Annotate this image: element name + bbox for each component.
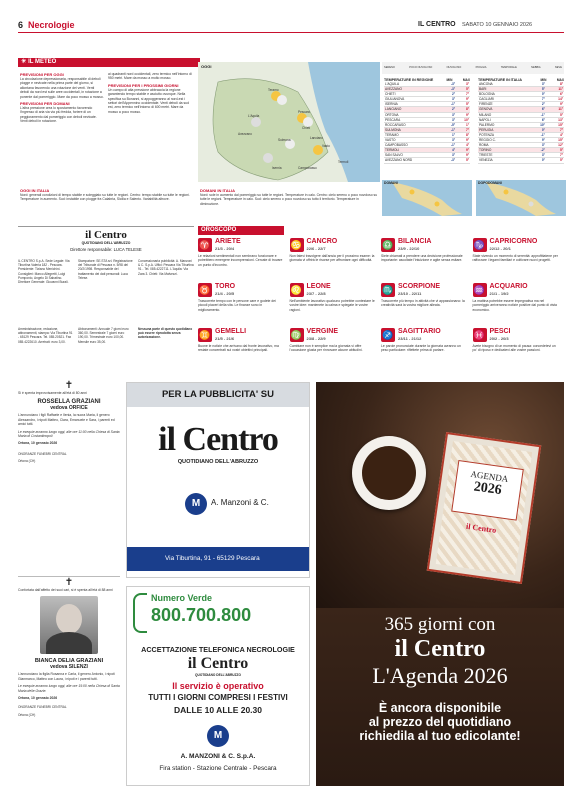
zodiac-icon: ♓ <box>473 330 486 340</box>
sign-text: Le relazioni sentimentali non sembrano funzionare e potrebbero emergere incomprensioni. Cercate di trovare un punto d'incontro. <box>198 254 283 267</box>
obituary-agency: ONORANZE FUNEBRI CENTRAL <box>18 705 67 710</box>
temp-min: 2° <box>444 92 456 97</box>
sign-dates: 20/2 - 20/3 <box>489 336 509 341</box>
horoscope-sign <box>198 328 286 371</box>
sign-dates: 21/5 - 21/6 <box>215 336 235 341</box>
sign-text: Siete chiamati a prendere una decisione professionale importante: ascoltate l'intuizione e agite senza esitare. <box>381 254 463 263</box>
temp-min: 4° <box>444 148 456 153</box>
temp-city: BOLOGNA <box>478 92 528 97</box>
legend-rain: PIOGGIA <box>475 65 487 69</box>
legend-partly-cloudy: POCO NUVOLOSO <box>409 65 433 69</box>
temp-max: 13° <box>546 117 564 122</box>
temp-city: SULMONA <box>384 127 444 132</box>
temp-max: 5° <box>456 87 470 92</box>
temp-min: -1° <box>528 132 546 137</box>
legend-cloudy: NUVOLOSO <box>446 65 462 69</box>
temp-min: -1° <box>444 127 456 132</box>
toll-free-hours: DALLE 10 ALLE 20.30 <box>173 705 263 715</box>
temp-city: PERUGIA <box>478 127 528 132</box>
zodiac-icon: ♐ <box>382 330 394 340</box>
temp-max: 7° <box>546 153 564 158</box>
temp-max: 5° <box>546 112 564 117</box>
temp-max: 5° <box>456 102 470 107</box>
legend-sunny: SERENO <box>384 65 395 69</box>
temp-max: 7° <box>456 92 470 97</box>
city-label: Avezzano <box>238 132 252 136</box>
temp-region-table <box>384 78 470 164</box>
sign-dates: 22/12 - 20/1 <box>489 246 511 251</box>
sign-dates: 23/11 - 21/12 <box>398 336 422 341</box>
coffee-cup-icon <box>352 436 426 510</box>
city-label: Lanciano <box>310 136 323 140</box>
temp-city: ROCCARASO <box>384 122 444 127</box>
weather-legend <box>382 62 564 74</box>
meteo-title-bar <box>18 58 200 67</box>
legend-storm: TEMPORALE <box>500 65 517 69</box>
zodiac-icon: ♋ <box>290 240 303 250</box>
italy-today-title: OGGI IN ITALIA <box>20 188 50 193</box>
meteo-title: IL METEO <box>28 59 57 65</box>
region-map-svg <box>198 62 380 182</box>
horoscope-sign <box>473 238 561 281</box>
masthead-col1: IL CENTRO S.p.A. Sede Legale: Via Tiburtina Valeria 182 - Pescara. Presidente: Tiziano Menichini. Consiglieri: Marco Allegretti, Luigi Pomponio, Angelo Di Sabatino. Direttore Generale: Giovanni Burali. <box>18 259 70 285</box>
temp-min: 2° <box>444 107 456 112</box>
temp-min: 6° <box>528 117 546 122</box>
temp-city: ISERNIA <box>384 102 444 107</box>
obituary-status: vedova SILENZI <box>50 664 88 671</box>
temp-max: 9° <box>456 153 470 158</box>
temp-city: ANCONA <box>478 82 528 87</box>
temp-city: BARI <box>478 87 528 92</box>
masthead-director: Direttore responsabile: LUCA TELESE <box>70 247 142 252</box>
cross-icon: ✝ <box>64 577 74 588</box>
legend-fog: NEBBIA <box>531 65 541 69</box>
temp-city: MILANO <box>478 112 528 117</box>
sign-dates: 21/1 - 19/2 <box>489 291 509 296</box>
toll-free-label: Numero Verde <box>151 593 213 603</box>
temp-min: 6° <box>528 107 546 112</box>
temp-city: FIRENZE <box>478 102 528 107</box>
horoscope-section <box>198 226 564 376</box>
temp-max: 1° <box>456 122 470 127</box>
sign-name: PESCI <box>489 328 511 335</box>
ad-subtitle: QUOTIDIANO DELL'ABRUZZO <box>177 459 259 465</box>
obituary-name: BIANCA DELIA GRAZIANI <box>34 658 104 665</box>
horoscope-sign <box>290 328 378 371</box>
sign-name: CANCRO <box>306 238 338 245</box>
ad-agenda <box>316 382 564 786</box>
temp-min: 10° <box>528 122 546 127</box>
temp-min: -2° <box>528 148 546 153</box>
col-min: MIN <box>446 78 453 82</box>
meteo-section <box>18 58 564 220</box>
temp-min: 3° <box>444 117 456 122</box>
sign-text: Trascorrete tempo con le persone care e godete dei piccoli piaceri della vita. Le finanze sono in miglioramento. <box>198 299 276 312</box>
sign-name: ARIETE <box>215 238 241 245</box>
page-number: 6 <box>18 20 24 30</box>
temp-max: 8° <box>456 107 470 112</box>
temp-city: L'AQUILA <box>384 82 444 87</box>
temp-min: 3° <box>444 138 456 143</box>
temp-max: 4° <box>456 143 470 148</box>
agenda-line5: richiedila al tuo edicolante! <box>359 729 521 743</box>
obituary-status: vedova ORFICE <box>50 405 88 412</box>
book-year: 2026 <box>472 479 503 499</box>
toll-free-service: Il servizio è operativo <box>172 681 264 691</box>
temp-max: 8° <box>546 82 564 87</box>
toll-free-company: A. MANZONI & C. S.p.A. <box>180 753 256 760</box>
obituary-notice <box>18 576 120 785</box>
masthead-col2b: Abbonamenti: Annuale 7 giorni euro 360,00. Semestrale 7 giorni euro 190,00. Trimestrale euro 100,00. Mensile euro 35,00. <box>78 327 129 344</box>
temp-max: 11° <box>546 87 564 92</box>
horoscope-sign <box>290 238 378 281</box>
page-header <box>18 20 564 33</box>
masthead-col2: Stampatore: SE.STA srl. Registrazione del Tribunale di Pescara n. 5/98 del 20/2/1998. Responsabile del trattamento dei dati personali: Luca Telese. <box>78 259 133 280</box>
temp-max: 14° <box>546 97 564 102</box>
toll-free-logo: il Centro <box>187 655 249 672</box>
obituary-funeral: Le esequie avranno luogo oggi, alle ore 15:00 nella Chiesa di Santa Maria delle Grazie. <box>18 684 120 693</box>
zodiac-icon: ♈ <box>199 240 211 250</box>
mini-map-label: DOMANI <box>384 181 398 185</box>
horoscope-sign <box>473 328 561 371</box>
sign-name: BILANCIA <box>398 238 432 245</box>
sign-text: La mattina potrebbe essere impegnativa ma nel pomeriggio arriveranno notizie positive dal punto di vista economico. <box>472 299 557 312</box>
mini-map-after-tomorrow <box>476 180 566 216</box>
sign-name: SAGITTARIO <box>398 328 441 335</box>
sign-text: State vivendo un momento di serenità: approfittatene per rafforzare i legami familiari e coltivare nuovi progetti. <box>472 254 558 263</box>
temp-max: 9° <box>456 97 470 102</box>
temp-min: 7° <box>528 97 546 102</box>
city-label: Chieti <box>302 126 311 130</box>
temp-city: NAPOLI <box>478 117 528 122</box>
col-max: MAX <box>556 78 564 82</box>
toll-free-subtitle: QUOTIDIANO DELL'ABRUZZO <box>195 673 241 677</box>
sign-name: CAPRICORNO <box>489 238 538 245</box>
ad-advertising <box>126 382 310 578</box>
forecast-col2-text: ai quadranti nord occidentali, zero termico nell'intorno di 950 metri. Mare da mosso a molto mosso. <box>108 72 192 81</box>
temp-min: 3° <box>444 112 456 117</box>
temp-city: REGGIO C. <box>478 138 528 143</box>
horoscope-title: OROSCOPO <box>198 226 284 235</box>
obituary-text: L'annunciano i figli Raffaele e Ilenia, la nuora Maria, il genero Alessandro, i nipoti Matteo, Clara, Emanuele e Sara, i parenti ed amici tutti. <box>18 413 115 427</box>
zodiac-icon: ♏ <box>382 285 394 295</box>
temp-region-title: TEMPERATURE IN REGIONE <box>384 78 434 82</box>
temp-city: PALERMO <box>478 122 528 127</box>
temp-max: 9° <box>456 138 470 143</box>
forecast-next-days <box>108 72 192 114</box>
sign-dates: 21/4 - 20/5 <box>215 291 235 296</box>
temp-min: -1° <box>444 143 456 148</box>
temp-city: VENEZIA <box>478 158 528 163</box>
temp-min: 1° <box>444 132 456 137</box>
city-label: Teramo <box>268 88 279 92</box>
temp-city: CHIETI <box>384 92 444 97</box>
temp-max: 5° <box>546 148 564 153</box>
temp-min: 0° <box>528 158 546 163</box>
temp-min: -1° <box>444 102 456 107</box>
temp-city: TORINO <box>478 148 528 153</box>
horoscope-sign <box>198 283 286 326</box>
horoscope-sign <box>473 283 561 326</box>
masthead-logo: il Centro <box>85 229 127 241</box>
temp-city: AVEZZANO NORD <box>384 158 444 163</box>
ad-toll-free <box>126 586 310 786</box>
forecast-next-text: Un campo di alta pressione abbraccia la regione garantendo tempo stabile e asciutto ovunque. Nella specifica su Bonanni, si appoggeranno al nord-est i settori dell'Appennino occidentale. Venti deboli da sud est, zero termico nell'intorno di 600 metri. Mare da mosso a poco mosso. <box>108 87 189 114</box>
cross-icon: ✝ <box>64 380 74 391</box>
zodiac-icon: ♊ <box>199 330 211 340</box>
agenda-text-panel <box>316 608 564 786</box>
sign-text: Le parole pronunciate durante la giornata avranno un peso particolare: riflettete prima di parlare. <box>381 344 461 353</box>
temp-min: 3° <box>528 82 546 87</box>
italy-tomorrow-text: Nord: sole in aumento dal pomeriggio su tutte le regioni. Temperature in calo. Centro: cielo sereno o poco nuvoloso su tutte le regioni. Temperature in calo. Sud: cielo sereno o poco nuvoloso su tutto il territorio. Temperature in diminuzione. <box>200 193 378 206</box>
obituary-intro: Si è spenta improvvisamente all'età di 80 anni <box>18 391 87 395</box>
zodiac-icon: ♍ <box>290 330 303 340</box>
paper-name: IL CENTRO <box>418 21 456 28</box>
city-label: Isernia <box>272 166 282 170</box>
toll-free-number: 800.700.800 <box>151 605 252 625</box>
temp-min: 0° <box>528 92 546 97</box>
temp-city: CAMPOBASSO <box>384 143 444 148</box>
temp-min: 3° <box>444 153 456 158</box>
masthead-col1b: Amministrazione, redazione, abbonamenti, stampa: Via Tiburtina 91 - 65129 Pescara. Tel. 085.20521. Fax 085.4222610. Arretrati: euro 3,00. <box>18 327 73 344</box>
toll-free-line1: ACCETTAZIONE TELEFONICA NECROLOGIE <box>141 645 295 654</box>
sun-icon: ☀ <box>21 59 27 65</box>
temp-min: -3° <box>444 87 456 92</box>
temp-city: VASTO <box>384 138 444 143</box>
sign-text: Avete bisogno di un momento di pausa: concedetevi un po' di riposo e dedicatevi alle vostre passioni. <box>472 344 556 353</box>
temp-max: 7° <box>546 127 564 132</box>
horoscope-sign <box>381 283 469 326</box>
temp-max: 5° <box>456 158 470 163</box>
sign-dates: 22/6 - 22/7 <box>306 246 326 251</box>
temp-max: 6° <box>546 92 564 97</box>
temp-max: 8° <box>456 132 470 137</box>
mini-map-svg <box>382 180 472 216</box>
temp-min: 2° <box>528 102 546 107</box>
sign-dates: 23/9 - 22/10 <box>398 246 420 251</box>
temp-city: CAGLIARI <box>478 97 528 102</box>
page-date: SABATO 10 GENNAIO 2026 <box>462 22 533 28</box>
sign-dates: 23/7 - 22/8 <box>306 291 326 296</box>
temp-city: PESCARA <box>384 117 444 122</box>
toll-free-days: TUTTI I GIORNI COMPRESI I FESTIVI <box>148 693 288 702</box>
forecast-tomorrow-title: PREVISIONI PER DOMANI <box>20 101 70 107</box>
obituary-place-date: Ortona, 10 gennaio 2026 <box>18 696 58 701</box>
sign-text: Trascorrete più tempo in attività che vi appassionano: la creatività sarà la vostra migliore alleata. <box>381 299 465 308</box>
forecast-tomorrow-text: L'altra pressione crea lo spostamento favorendo l'ingresso di aria via via più fredda, foriere di un peggioramento dal pomeriggio con deboli nevicate. Venti deboli in rotazione. <box>20 106 97 124</box>
city-label: Termoli <box>338 160 349 164</box>
city-label: L'Aquila <box>248 114 260 118</box>
temp-min: 3° <box>528 143 546 148</box>
obituary-notice <box>18 380 120 570</box>
col-max: MAX <box>462 78 470 82</box>
sign-name: ACQUARIO <box>489 283 528 290</box>
temp-city: TERAMO <box>384 132 444 137</box>
obituary-intro: Confortata dall'affetto dei suoi cari, si è spenta all'età di 88 anni <box>18 588 113 592</box>
temp-min: -1° <box>528 112 546 117</box>
ad-address: Via Tiburtina, 91 - 65129 Pescara <box>127 547 309 571</box>
section-title: Necrologie <box>28 20 75 30</box>
temp-city: GENOVA <box>478 107 528 112</box>
agenda-line1: 365 giorni con <box>384 614 496 635</box>
temp-max: 12° <box>546 143 564 148</box>
agenda-line2: L'Agenda 2026 <box>372 663 508 688</box>
agenda-line3: È ancora disponibile <box>378 701 502 715</box>
forecast-next-title: PREVISIONI PER I PROSSIMI GIORNI <box>108 82 179 88</box>
horoscope-sign <box>381 328 469 371</box>
temp-italy-table <box>478 78 564 164</box>
obituary-agency: ONORANZE FUNEBRI CENTRAL <box>18 451 67 456</box>
mini-map-label: DOPODOMANI <box>478 181 502 185</box>
temp-row <box>384 158 470 163</box>
zodiac-icon: ♉ <box>199 285 211 295</box>
temp-max: 11° <box>546 107 564 112</box>
temp-max: 3° <box>456 82 470 87</box>
temp-min: -3° <box>444 158 456 163</box>
temp-max: 15° <box>546 138 564 143</box>
temp-min: 5° <box>528 87 546 92</box>
mini-map-tomorrow <box>382 180 472 216</box>
zodiac-icon: ♌ <box>290 285 303 295</box>
temp-city: AVEZZANO <box>384 87 444 92</box>
sign-name: GEMELLI <box>215 328 247 335</box>
weather-map <box>198 62 380 182</box>
temp-city: ROMA <box>478 143 528 148</box>
ad-headline: PER LA PUBBLICITA' SU <box>127 383 309 407</box>
sign-name: LEONE <box>306 283 331 290</box>
legend-snow: NEVE <box>554 65 562 69</box>
italy-today-text: Nord: generali condizioni di tempo stabile e soleggiato su tutte le regioni. Centro: tempo stabile su tutte le regioni. Temperature in aumento. Sud: instabile con piogge fra Calabria, Sicilia e Salento. Variabilità altrove. <box>20 193 190 202</box>
forecast-today <box>20 72 104 124</box>
temp-max: 15° <box>546 122 564 127</box>
masthead-col3b: Nessuna parte di questo quotidiano può essere riprodotta senza autorizzazione. <box>138 327 193 340</box>
ad-logo: il Centro <box>158 421 278 458</box>
obituary-agency-ref: Ortona (CH) <box>18 712 36 717</box>
map-label: OGGI <box>201 64 212 69</box>
temp-city: ORTONA <box>384 112 444 117</box>
city-label: Sulmona <box>278 138 291 142</box>
temp-city: SAN SALVO <box>384 153 444 158</box>
city-label: Campobasso <box>298 166 317 170</box>
zodiac-icon: ♑ <box>473 240 486 250</box>
temp-max: 5° <box>546 158 564 163</box>
obituary-photo <box>40 596 98 654</box>
temp-region-rows <box>384 82 470 164</box>
temp-city: GIULIANOVA <box>384 97 444 102</box>
temp-max: 9° <box>456 148 470 153</box>
sign-text: Buone le notizie che arrivano dal fronte lavorativo, ma restate concentrati sui vostri obiettivi principali. <box>198 344 279 353</box>
book-logo: il Centro <box>465 521 497 535</box>
temp-italy-rows <box>478 82 564 164</box>
sign-text: Cambiare non è semplice ma la giornata vi offre l'occasione giusta per rinnovare alcune abitudini. <box>289 344 363 353</box>
horoscope-grid <box>198 238 564 374</box>
zodiac-icon: ♒ <box>473 285 486 295</box>
temp-city: POTENZA <box>478 132 528 137</box>
temp-min: 3° <box>444 97 456 102</box>
city-label: Pescara <box>298 110 310 114</box>
masthead-subtitle: QUOTIDIANO DELL'ABRUZZO <box>81 241 131 245</box>
temp-min: 3° <box>528 153 546 158</box>
agenda-book <box>427 432 542 584</box>
temp-max: 4° <box>546 132 564 137</box>
col-min: MIN <box>540 78 547 82</box>
temp-min: -3° <box>444 82 456 87</box>
temp-min: 9° <box>528 138 546 143</box>
temp-city: TRIESTE <box>478 153 528 158</box>
sign-name: VERGINE <box>306 328 339 335</box>
toll-free-office: Fira station - Stazione Centrale - Pescara <box>159 765 277 772</box>
agenda-logo: il Centro <box>394 636 486 662</box>
ad-company: A. Manzoni & C. <box>211 498 269 507</box>
temp-max: 10° <box>456 117 470 122</box>
horoscope-sign <box>290 283 378 326</box>
sign-text: Non fatevi travolgere dall'ansia per il prossimo esame: la giornata vi offrirà le risorse per affrontare ogni difficoltà. <box>289 254 375 263</box>
obituary-place-date: Ortona, 10 gennaio 2026 <box>18 441 58 446</box>
sign-dates: 21/3 - 20/4 <box>215 246 235 251</box>
city-label: Vasto <box>322 144 330 148</box>
mini-map-svg <box>476 180 566 216</box>
sign-name: TORO <box>215 283 236 290</box>
obituary-text: L'annunciano la figlia Rosanna e Carla, il genero Antonio, i nipoti Gianmarco, Matteo con Laura, i nipoti e i parenti tutti. <box>18 672 115 681</box>
sign-text: Nell'ambiente lavorativo qualcuno potrebbe contestare le vostre idee: mantenete la calma e spiegate le vostre ragioni. <box>289 299 375 312</box>
sign-dates: 23/10 - 22/11 <box>398 291 422 296</box>
horoscope-sign <box>381 238 469 281</box>
obituary-name: ROSSELLA GRAZIANI <box>37 399 101 406</box>
book-title: AGENDA <box>469 468 509 485</box>
italy-today <box>20 188 196 202</box>
phone-bracket-icon <box>133 593 147 633</box>
temp-city: TERMOLI <box>384 148 444 153</box>
italy-tomorrow <box>200 188 378 206</box>
agenda-line4: al prezzo del quotidiano <box>368 715 512 729</box>
sign-name: SCORPIONE <box>398 283 441 290</box>
temp-min: -5° <box>444 122 456 127</box>
forecast-today-text: La circolazione depressionaria, responsabile di deboli piogge e nevicate nella prima parte del giorno, si allontana favorendo una rotazione dei venti. Venti deboli da nord est sulle aree occidentali, in rotazione a ponente dal pomeriggio. Mare da poco mosso a mosso. <box>20 77 104 99</box>
manzoni-logo-icon: M <box>207 725 229 747</box>
masthead-box <box>18 226 194 375</box>
temp-row <box>478 158 564 163</box>
obituary-funeral: Le esequie avranno luogo oggi, alle ore 11:00 nella Chiesa di Santa Maria di Costantinopoli <box>18 429 120 439</box>
manzoni-logo-icon: M <box>185 493 207 515</box>
horoscope-sign <box>198 238 286 281</box>
zodiac-icon: ♎ <box>382 240 394 250</box>
italy-tomorrow-title: DOMANI IN ITALIA <box>200 188 236 193</box>
temp-max: 9° <box>456 112 470 117</box>
temp-italy-title: TEMPERATURE IN ITALIA <box>478 78 522 82</box>
temp-min: 0° <box>528 127 546 132</box>
masthead-col3: Concessionaria pubblicità: A. Manzoni & C. S.p.A. Uffici: Pescara Via Tiburtina 91 - Tel. 085.4222711. L'Aquila: Via Zara 3. Chieti: Via Malvezzi. <box>138 259 194 276</box>
obituary-agency-ref: Ortona (CH) <box>18 459 36 464</box>
sign-dates: 23/8 - 22/9 <box>306 336 326 341</box>
temp-city: LANCIANO <box>384 107 444 112</box>
temp-max: 7° <box>456 127 470 132</box>
temp-max: 9° <box>546 102 564 107</box>
obituaries-column <box>18 380 120 785</box>
forecast-today-title: PREVISIONI PER OGGI <box>20 72 64 77</box>
